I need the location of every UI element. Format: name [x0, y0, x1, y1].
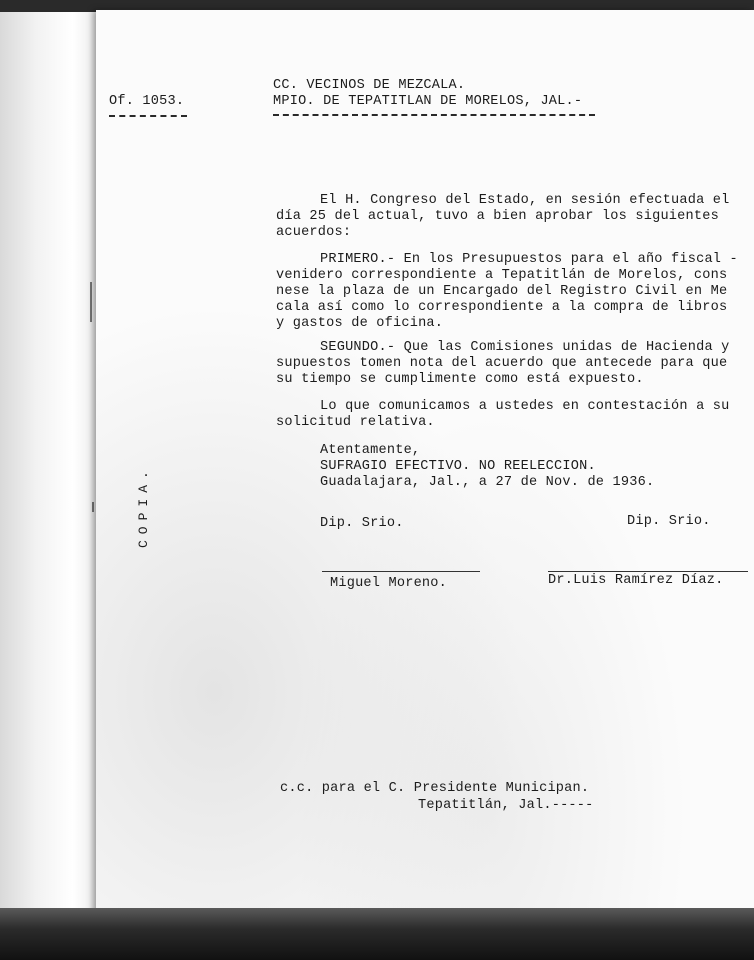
body-line: El H. Congreso del Estado, en sesión efectuada el	[320, 193, 730, 208]
motto: SUFRAGIO EFECTIVO. NO REELECCION.	[320, 459, 596, 474]
scan-bottom-edge	[0, 908, 754, 960]
office-number-underline	[109, 115, 187, 117]
body-line: supuestos tomen nota del acuerdo que antecede para que	[276, 356, 728, 371]
cc-line-1: c.c. para el C. Presidente Municipan.	[280, 781, 590, 796]
body-line: día 25 del actual, tuvo a bien aprobar los siguientes	[276, 209, 719, 224]
recipient-underline	[273, 114, 595, 116]
signatory-title-right: Dip. Srio.	[627, 514, 711, 529]
signature-line-right	[548, 571, 748, 572]
body-line: venidero correspondiente a Tepatitlán de Morelos, cons	[276, 268, 728, 283]
copia-stamp	[136, 465, 156, 638]
copia-stamp-text: COPIA.	[136, 465, 151, 548]
signatory-name-right: Dr.Luis Ramírez Díaz.	[548, 573, 724, 588]
body-line: acuerdos:	[276, 225, 352, 240]
signature-line-left	[322, 571, 480, 572]
signatory-title-left: Dip. Srio.	[320, 516, 404, 531]
place-date: Guadalajara, Jal., a 27 de Nov. de 1936.	[320, 475, 655, 490]
body-line: Lo que comunicamos a ustedes en contestación a su	[320, 399, 730, 414]
office-number: Of. 1053.	[109, 94, 185, 109]
binding-sheet	[0, 12, 104, 912]
body-line: SEGUNDO.- Que las Comisiones unidas de Hacienda y	[320, 340, 730, 355]
body-line: solicitud relativa.	[276, 415, 435, 430]
body-line: nese la plaza de un Encargado del Registro Civil en Me	[276, 284, 728, 299]
recipient-line-1: CC. VECINOS DE MEZCALA.	[273, 78, 466, 93]
body-line: cala así como lo correspondiente a la compra de libros	[276, 300, 728, 315]
body-line: y gastos de oficina.	[276, 316, 444, 331]
recipient-line-2: MPIO. DE TEPATITLAN DE MORELOS, JAL.-	[273, 94, 583, 109]
body-line: PRIMERO.- En los Presupuestos para el año fiscal -	[320, 252, 738, 267]
signatory-name-left: Miguel Moreno.	[330, 576, 448, 591]
salutation: Atentamente,	[320, 443, 421, 458]
body-line: su tiempo se cumplimente como está expuesto.	[276, 372, 644, 387]
cc-line-2: Tepatitlán, Jal.-----	[418, 798, 594, 813]
